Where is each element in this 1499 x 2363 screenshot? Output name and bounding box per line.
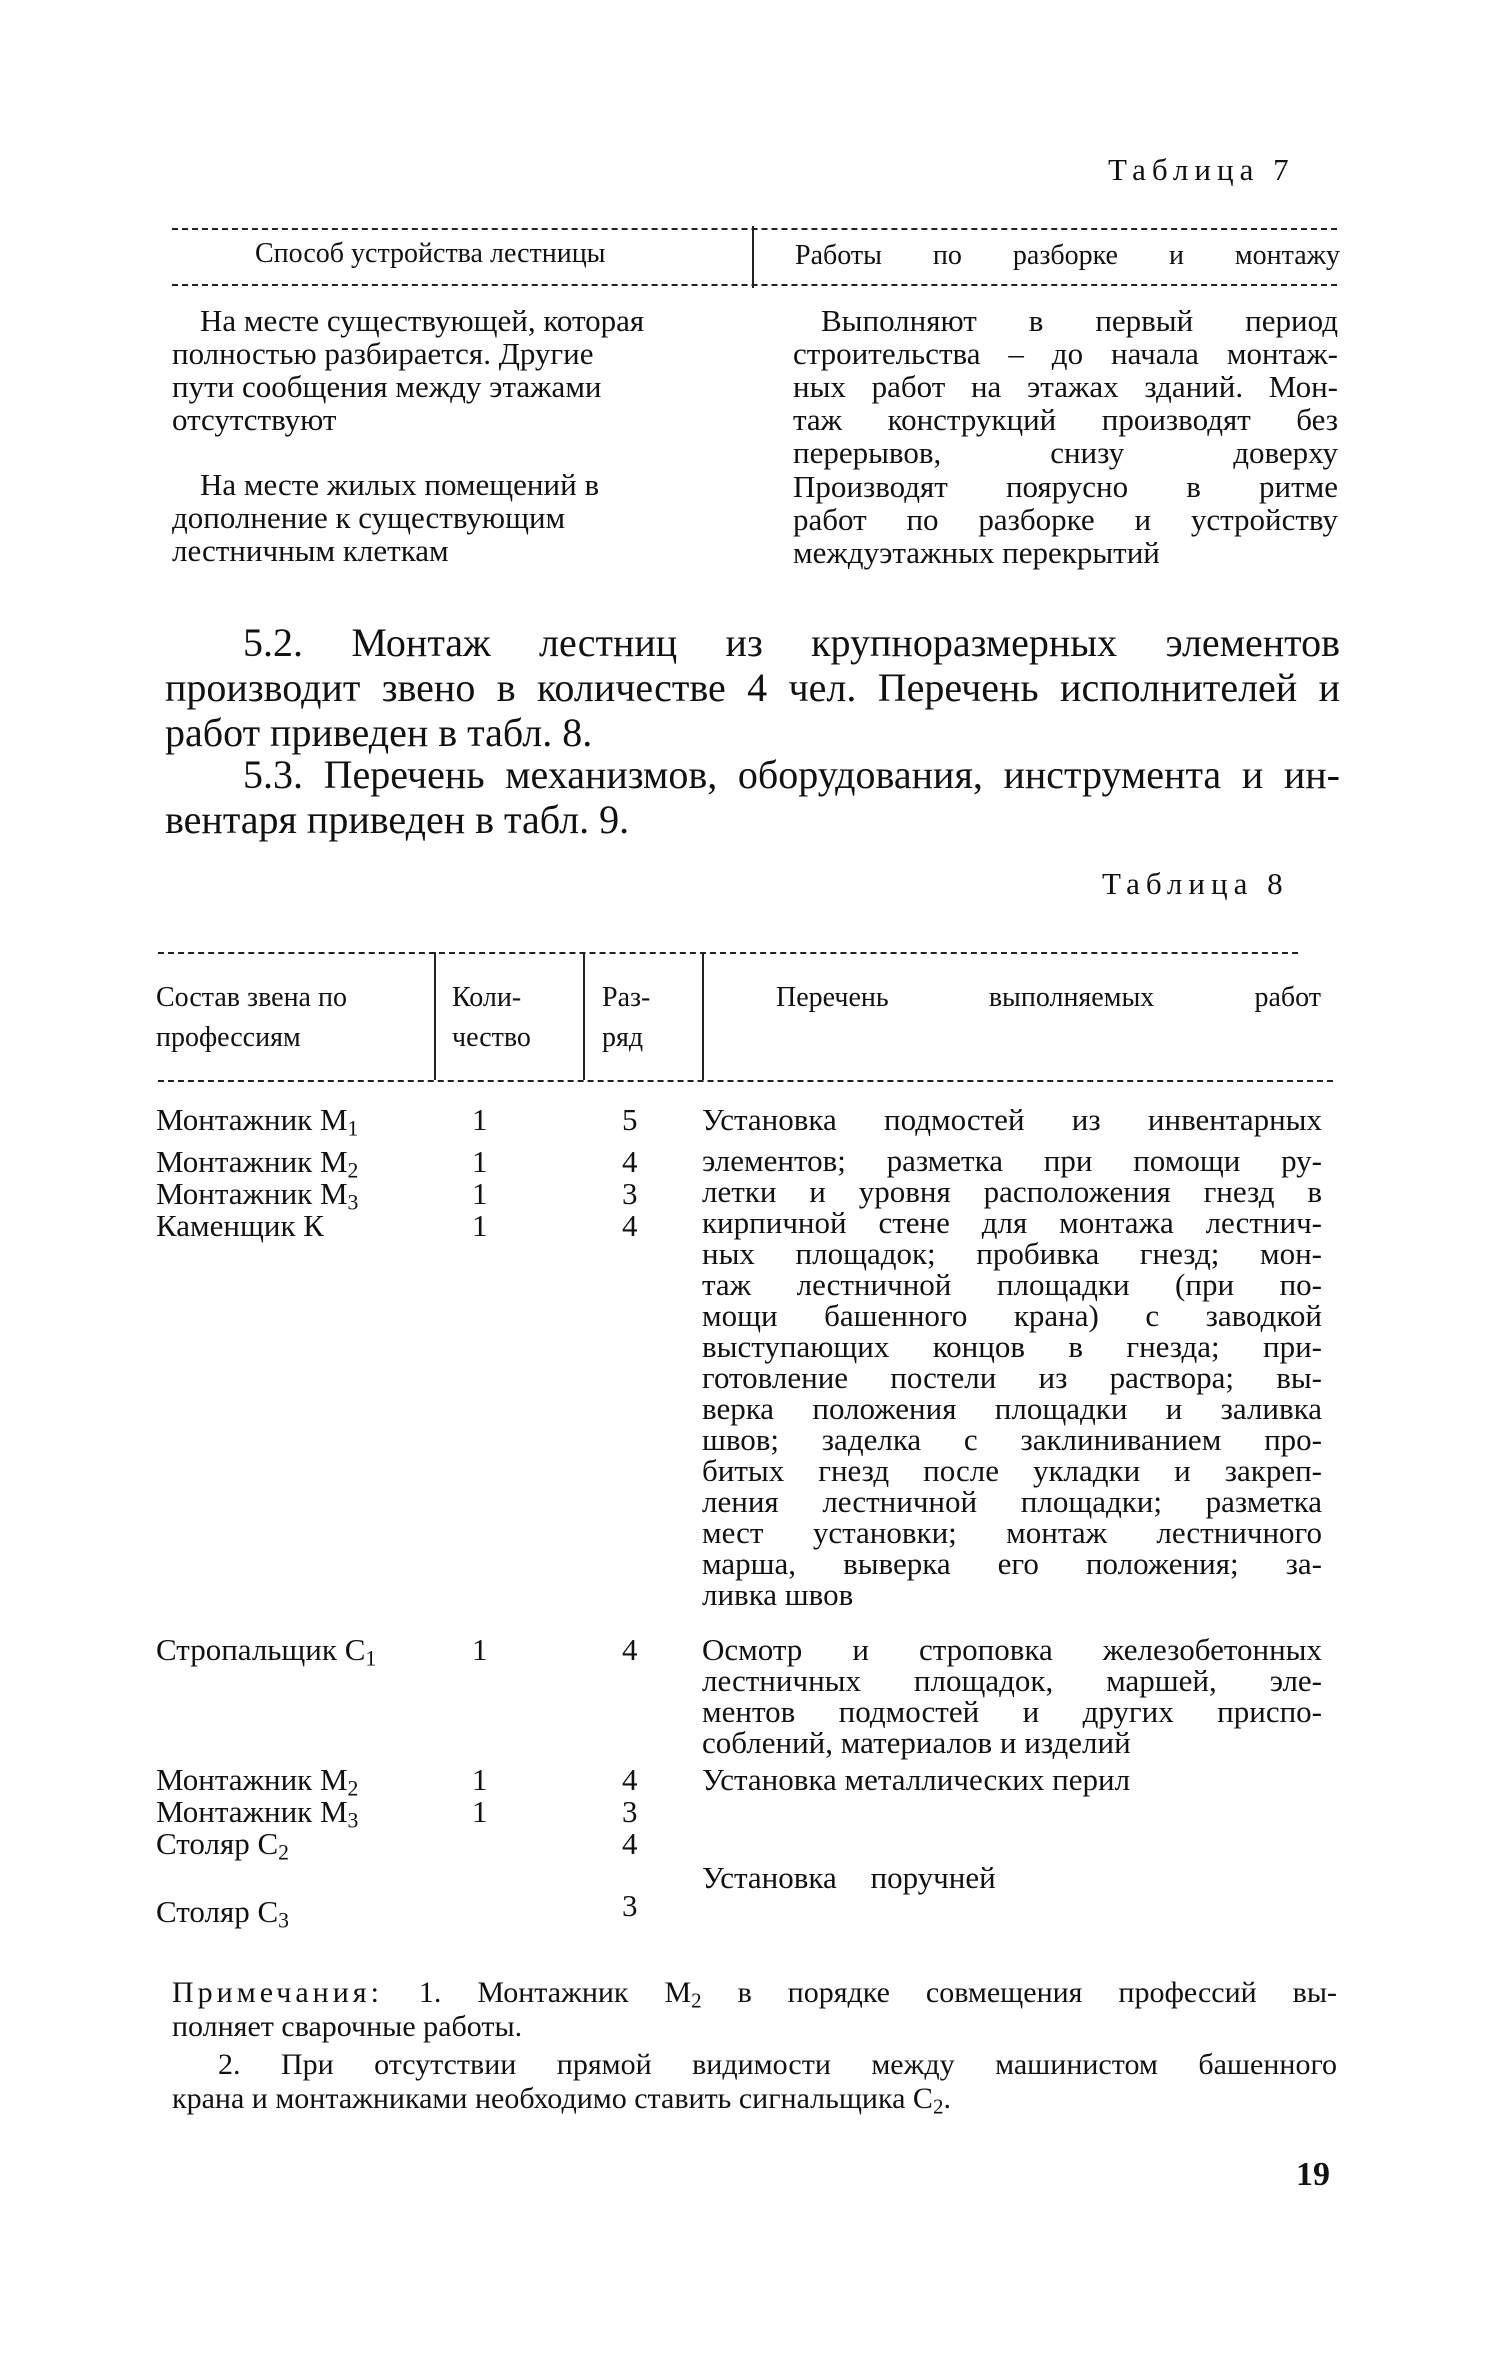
table8-divider-3: [702, 952, 704, 1080]
worker-name: Каменщик К: [156, 1208, 324, 1243]
table-row: Монтажник $М_2$: [156, 1762, 359, 1801]
table8-header-composition: Состав звена по профессиям: [156, 982, 347, 1053]
table8-works-block-3: Установка металлических перил: [702, 1762, 1131, 1797]
table7-row1-method: На месте существующей, которая полностью разбирается. Другие пути сообщения между этажами отсутствуют: [172, 303, 645, 437]
table-row: Стропальщик $С_1$: [156, 1632, 377, 1671]
worker-grade: 5: [622, 1102, 638, 1137]
table8-works-block-2: Осмотр и строповка железобетонных лестничных площадок, маршей, эле- ментов подмостей и других приспо- соблений, материалов и изделий: [702, 1632, 1322, 1760]
table8-caption: Таблица 8: [1102, 866, 1289, 901]
worker-name: Монтажник М: [156, 1794, 348, 1829]
table7-caption: Таблица 7: [1108, 152, 1295, 187]
table8-divider-2: [583, 952, 585, 1080]
table8-header-works: Перечень выполняемых работ: [776, 982, 1321, 1013]
table-row: Монтажник $М_2$: [156, 1144, 359, 1183]
worker-name: Стропальщик С: [156, 1632, 366, 1667]
table-row: Монтажник $М_3$: [156, 1794, 359, 1833]
worker-grade: 4: [622, 1144, 638, 1179]
notes-label: Примечания:: [172, 1976, 383, 2009]
worker-grade: 4: [622, 1632, 638, 1667]
table7-header-works: Работы по разборке и монтажу: [795, 240, 1340, 271]
table8-header-grade: Раз- ряд: [602, 982, 651, 1053]
paragraph-5-2: 5.2. Монтаж лестниц из крупноразмерных элементов производит звено в количестве 4 чел. Перечень исполнителей и работ приведен в табл. 8.: [165, 620, 1340, 755]
worker-quantity: 1: [472, 1794, 488, 1829]
table-row: Монтажник $М_1$: [156, 1102, 359, 1141]
table8-top-rule: [158, 952, 1298, 954]
worker-grade: 4: [622, 1762, 638, 1797]
table8-divider-1: [434, 952, 436, 1080]
worker-grade: 3: [622, 1176, 638, 1211]
table7-row1-works: Выполняют в первый период строительства – до начала монтаж- ных работ на этажах зданий. Мон- таж конструкций производят без перерывов, снизу доверху: [793, 303, 1338, 470]
worker-grade: 4: [622, 1826, 638, 1861]
page-number: 19: [1296, 2156, 1330, 2193]
paragraph-5-3: 5.3. Перечень механизмов, оборудования, инструмента и ин- вентаря приведен в табл. 9.: [165, 752, 1340, 842]
table-row: Монтажник $М_3$: [156, 1176, 359, 1215]
table7-column-divider: [752, 226, 754, 288]
worker-name: Столяр С: [156, 1894, 279, 1929]
table7-header-rule: [172, 284, 1337, 286]
table8-works-block-4: Установка поручней: [702, 1860, 996, 1895]
worker-quantity: 1: [472, 1208, 488, 1243]
table7-row2-works: Производят поярусно в ритме работ по разборке и устройству междуэтажных перекрытий: [793, 469, 1338, 570]
table-row: [156, 1210, 324, 1241]
table-row: Столяр $С_2$: [156, 1826, 289, 1865]
table-row: Столяр $С_3$: [156, 1894, 289, 1933]
table7-header-method: Способ устройства лестницы: [255, 238, 606, 269]
worker-quantity: 1: [472, 1762, 488, 1797]
worker-quantity: 1: [472, 1176, 488, 1211]
worker-quantity: 1: [472, 1102, 488, 1137]
worker-name: Монтажник М: [156, 1144, 348, 1179]
worker-quantity: 1: [472, 1144, 488, 1179]
worker-name: Монтажник М: [156, 1762, 348, 1797]
worker-grade: 4: [622, 1208, 638, 1243]
table7-top-rule: [172, 228, 1337, 230]
worker-quantity: 1: [472, 1632, 488, 1667]
worker-grade: 3: [622, 1888, 638, 1923]
table8-works-block-1: Установка подмостей из инвентарных элементов; разметка при помощи ру- летки и уровня расположения гнезд в кирпичной стене для монтажа лестнич- ных площадок; пробивка гнезд; мон- таж лестничной площадки (при по- мощи башенного крана) с заводкой выступающих концов в гнезда; при- готовление постели из раствора; вы- верка положения площадки и заливка швов; заделка с заклиниванием про- битых гнезд после укладки и закреп- ления лестничной площадки; разметка мест установки; монтаж лестничного марша, выверка его положения; за- ливка швов: [702, 1102, 1322, 1612]
table7-row2-method: На месте жилых помещений в дополнение к существующим лестничным клеткам: [172, 467, 600, 568]
worker-name: Монтажник М: [156, 1176, 348, 1211]
notes: Примечания: 1. Монтажник $М_2$ в порядке совмещения профессий вы- полняет сварочные работы. 2. При отсутствии прямой видимости между машинистом башенного крана и монтажниками необходимо ставить сигнальщика $С_2$.: [172, 1976, 1337, 2119]
worker-name: Монтажник М: [156, 1102, 348, 1137]
table8-header-quantity: Коли- чество: [452, 982, 531, 1053]
worker-grade: 3: [622, 1794, 638, 1829]
worker-name: Столяр С: [156, 1826, 279, 1861]
table8-header-rule: [158, 1080, 1333, 1082]
